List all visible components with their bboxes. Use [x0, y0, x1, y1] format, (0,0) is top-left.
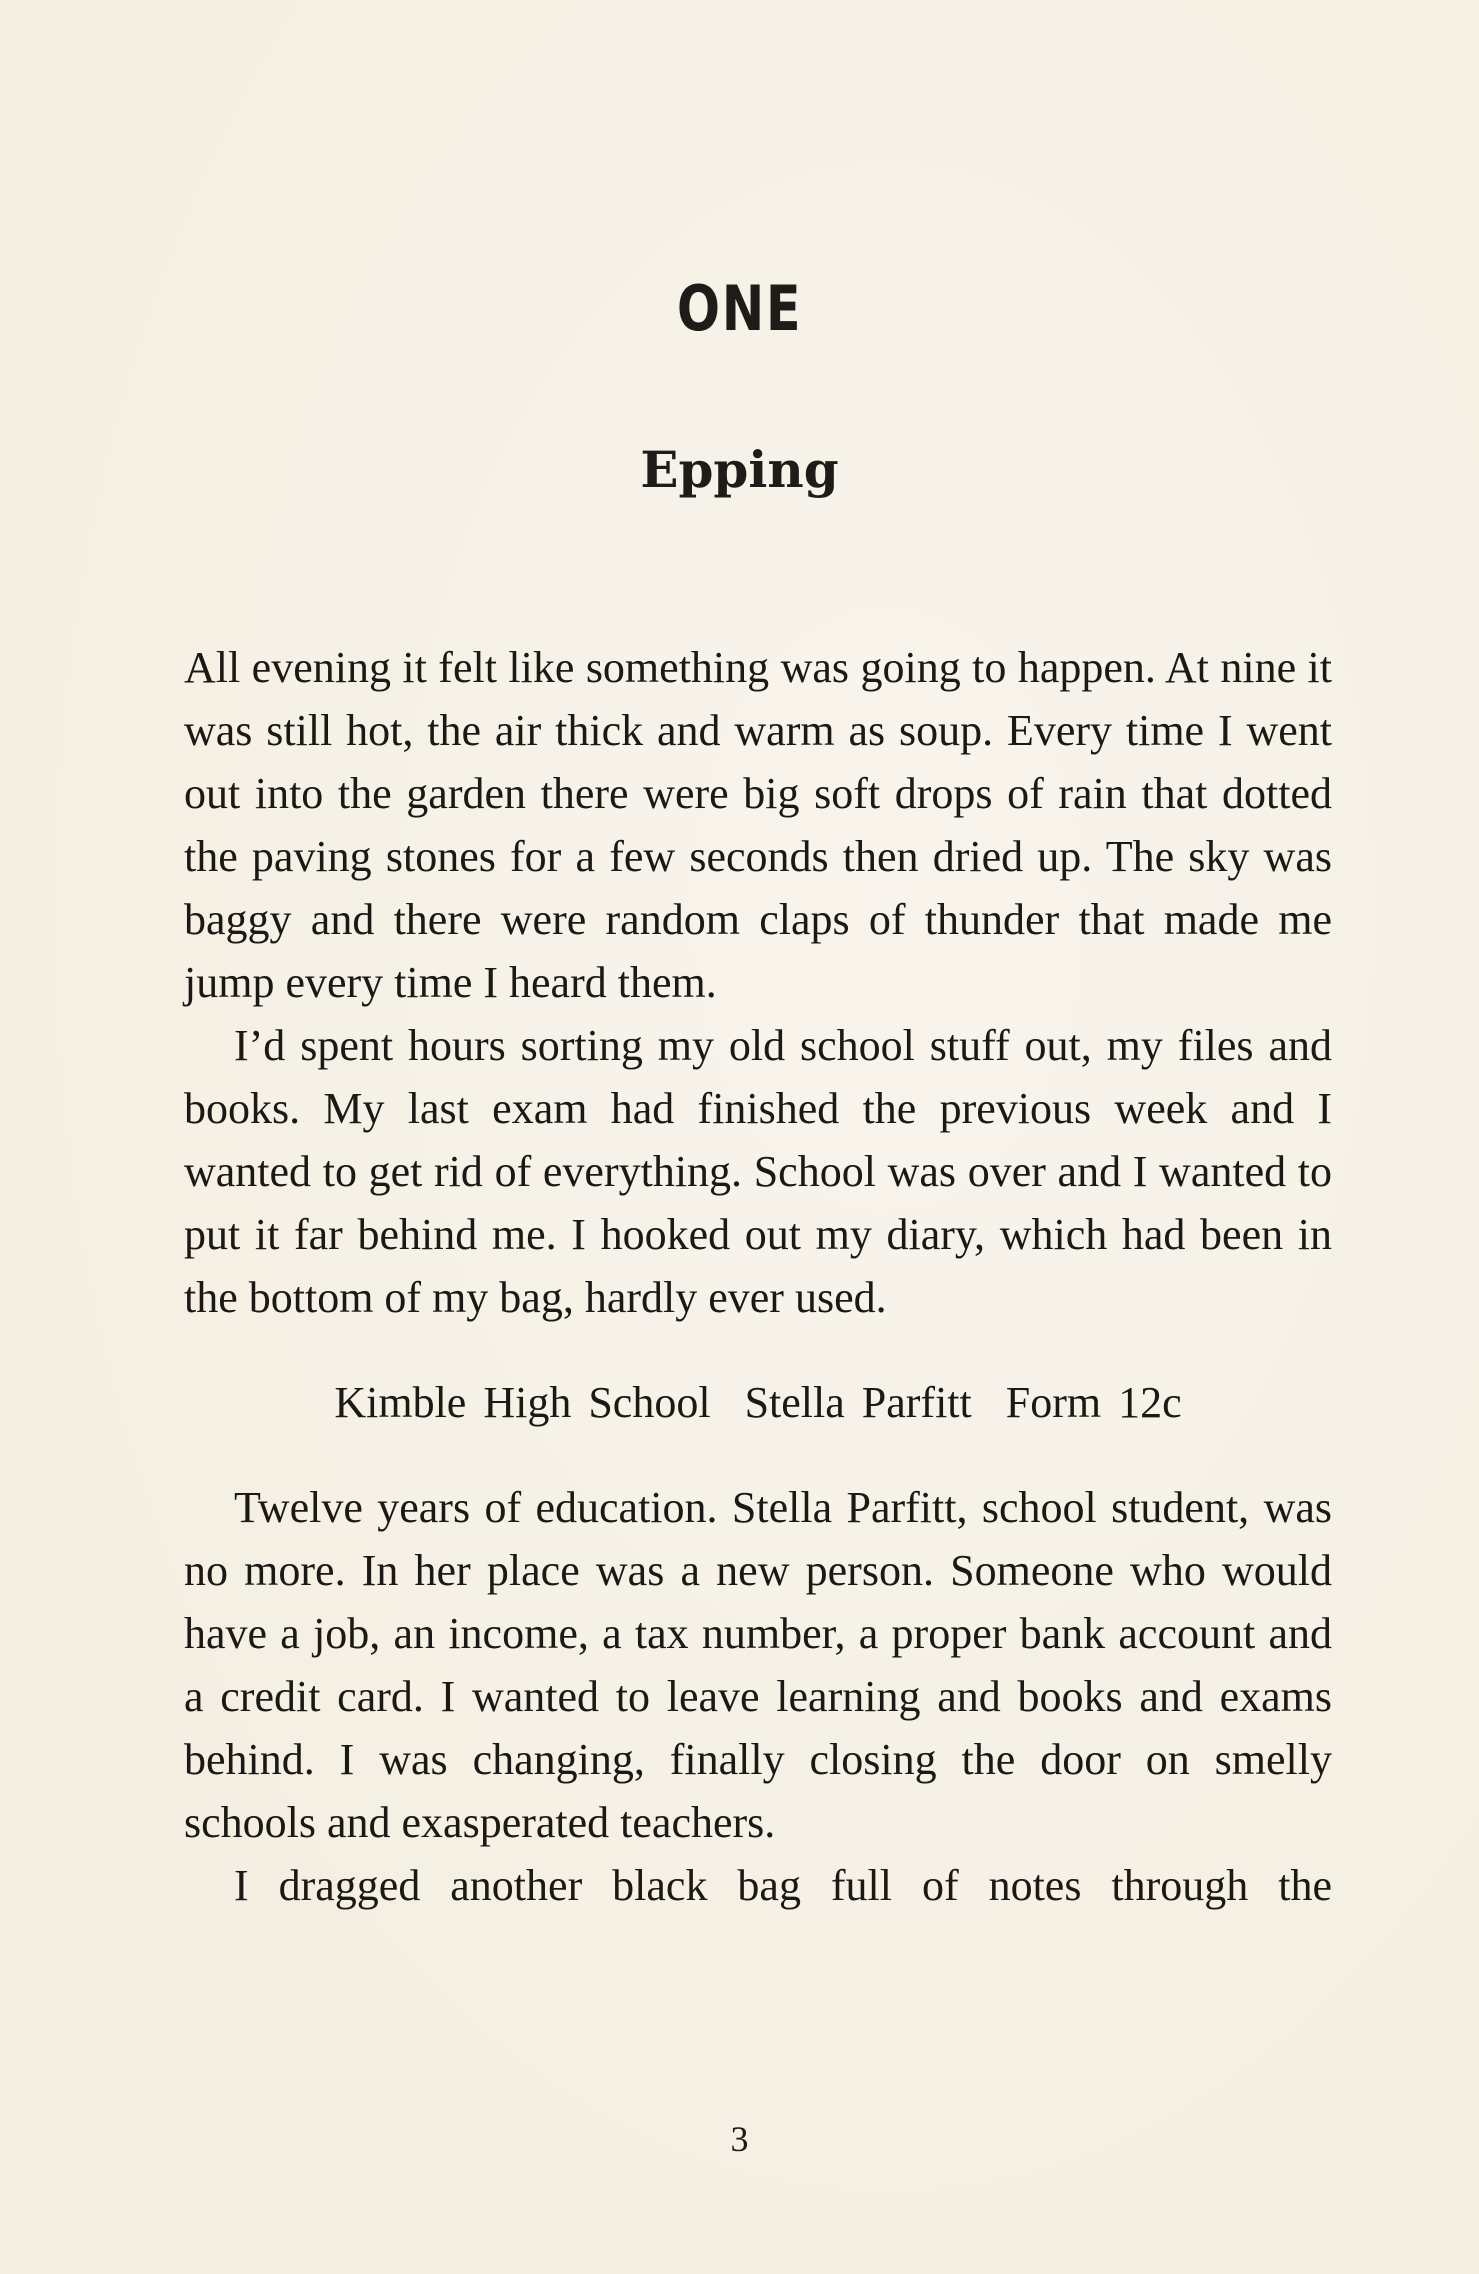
paragraph-1: All evening it felt like something was going to happen. At nine it was still hot, the air thick and warm as soup. Every time I went out into the garden there were big soft drops of rain that dotted the paving stones for a few seconds then dried up. The sky was baggy and there were random claps of thunder that made me jump every time I heard them.	[184, 643, 1332, 1007]
chapter-title: Epping	[640, 440, 839, 499]
page-number: 3	[730, 2119, 749, 2159]
diary-cover-line: Kimble High School Stella Parfitt Form 12c	[334, 1378, 1182, 1427]
chapter-number: ONE	[676, 272, 803, 345]
body-text	[184, 636, 1332, 1917]
paragraph-2: I’d spent hours sorting my old school stuff out, my files and books. My last exam had finished the previous week and I wanted to get rid of everything. School was over and I wanted to put it far behind me. I hooked out my diary, which had been in the bottom of my bag, hardly ever used.	[184, 1021, 1332, 1322]
paragraph-4: I dragged another black bag full of notes through the	[234, 1861, 1332, 1910]
paragraph-3: Twelve years of education. Stella Parfitt, school student, was no more. In her place was a new person. Someone who would have a job, an income, a tax number, a proper bank account and a credit card. I wanted to leave learning and books and exams behind. I was changing, finally closing the door on smelly schools and exasperated teachers.	[184, 1483, 1332, 1847]
